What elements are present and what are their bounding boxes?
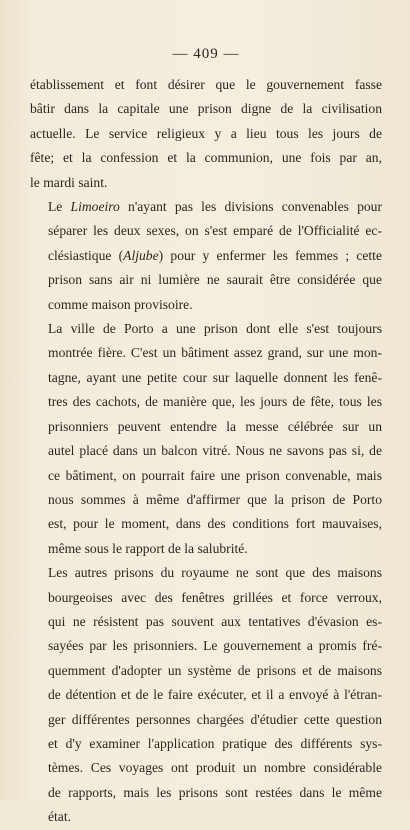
text-line: séparer les deux sexes, on s'est emparé de l'Officialité ec- xyxy=(48,223,382,239)
text-line: est, pour le moment, dans des conditions fort mauvaises, xyxy=(48,516,382,532)
text-line: tèmes. Ces voyages ont produit un nombre considérable xyxy=(48,760,382,776)
paragraph xyxy=(30,73,382,195)
text-line: bourgeoises avec des fenêtres grillées et force verroux, xyxy=(48,589,382,605)
text-line: bâtir dans la capitale une prison digne de la civilisation xyxy=(30,101,382,117)
text-line: quemment d'adopter un système de prisons et de maisons xyxy=(48,662,382,678)
text-line: de rapports, mais les prisons sont restées dans le même xyxy=(48,784,382,800)
text-line: clésiastique (Aljube) pour y enfermer les femmes ; cette xyxy=(48,247,382,263)
text-line: établissement et font désirer que le gouvernement fasse xyxy=(30,77,382,92)
text-line: nous sommes à même d'affirmer que la prison de Porto xyxy=(48,491,382,507)
text-line: autel placé dans un balcon vitré. Nous ne savons pas si, de xyxy=(48,443,382,459)
text-line: même sous le rapport de la salubrité. xyxy=(48,540,248,556)
text-line: prisonniers peuvent entendre la messe célébrée sur un xyxy=(48,418,382,434)
text-line: ger différentes personnes chargées d'étudier cette question xyxy=(48,711,382,727)
text-line: fête; et la confession et la communion, une fois par an, xyxy=(30,150,382,166)
text-line: comme maison provisoire. xyxy=(48,296,193,312)
text-line: et d'y examiner l'application pratique des différents sys- xyxy=(48,735,382,751)
text-line: état. xyxy=(48,809,72,825)
paragraph xyxy=(30,561,382,829)
body-text xyxy=(30,73,382,830)
paragraph xyxy=(30,195,382,317)
text-line: de détention et de le faire exécuter, et il a envoyé à l'étran- xyxy=(48,687,382,703)
text-line: Les autres prisons du royaume ne sont que des maisons xyxy=(48,565,382,581)
page-number: — 409 — xyxy=(172,46,240,62)
text-line: ce bâtiment, on pourrait faire une prison convenable, mais xyxy=(48,467,382,483)
text-line: qui ne résistent pas souvent aux tentatives d'évasion es- xyxy=(48,613,382,629)
paragraph xyxy=(30,317,382,561)
text-line: tagne, ayant une petite cour sur laquelle donnent les fenê- xyxy=(48,369,382,385)
text-line: sayées par les prisonniers. Le gouvernement a promis fré- xyxy=(48,638,382,654)
text-line: montrée fière. C'est un bâtiment assez grand, sur une mon- xyxy=(48,345,382,361)
text-line: tres des cachots, de manière que, les jours de fête, tous les xyxy=(48,394,382,410)
text-line: prison sans air ni lumière ne saurait être considérée que xyxy=(48,272,382,288)
text-line: actuelle. Le service religieux y a lieu tous les jours de xyxy=(30,125,382,141)
text-line: La ville de Porto a une prison dont elle s'est toujours xyxy=(48,321,382,337)
text-line: Le Limoeiro n'ayant pas les divisions convenables pour xyxy=(48,199,382,215)
text-line: le mardi saint. xyxy=(30,174,108,190)
